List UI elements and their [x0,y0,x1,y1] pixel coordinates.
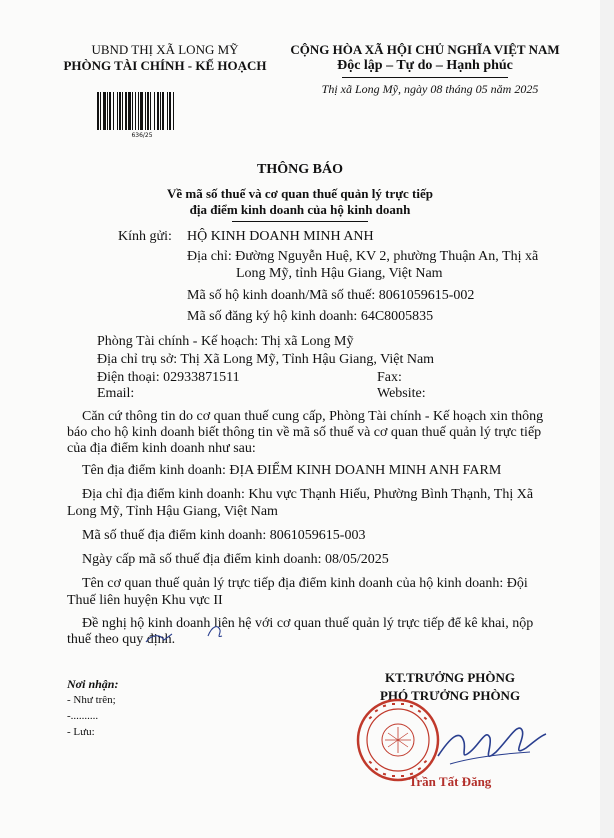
subtitle-underline [232,221,368,222]
pen-mark-icon [200,616,240,646]
signer-position-1: KT.TRƯỞNG PHÒNG [385,670,515,685]
handwritten-signature-icon [430,708,550,778]
agency-name: PHÒNG TÀI CHÍNH - KẾ HOẠCH [63,58,267,73]
document-number: 636/25 [131,132,153,139]
official-seal-icon [355,697,441,783]
recipient-address-line1: Địa chỉ: Đường Nguyễn Huệ, KV 2, phường Thuận An, Thị xã [187,249,539,264]
national-motto: Độc lập – Tự do – Hạnh phúc [337,58,513,73]
recipient-registration: Mã số đăng ký hộ kinh doanh: 64C8005835 [187,309,434,324]
issuer-address: Địa chỉ trụ sở: Thị Xã Long Mỹ, Tỉnh Hậu Giang, Việt Nam [97,352,435,367]
place-date: Thị xã Long Mỹ, ngày 08 tháng 05 năm 2025 [321,82,539,96]
recipient-name: HỘ KINH DOANH MINH ANH [187,229,374,244]
request-line1: Đề nghị hộ kinh doanh liên hệ với cơ quan thuế quản lý trực tiếp để kê khai, nộp [82,616,534,631]
recipient-label: Kính gửi: [118,229,172,244]
issuer-website: Website: [377,386,426,401]
location-address-line1: Địa chỉ địa điểm kinh doanh: Khu vực Thạnh Hiếu, Phường Bình Thạnh, Thị Xã [82,487,534,502]
document-subtitle-line2: địa điểm kinh doanh của hộ kinh doanh [189,202,411,217]
recipient-address-line2: Long Mỹ, tỉnh Hậu Giang, Việt Nam [236,266,443,281]
agency-parent: UBND THỊ XÃ LONG MỸ [91,42,239,57]
nation-name: CỘNG HÒA XÃ HỘI CHỦ NGHĨA VIỆT NAM [290,42,560,57]
signer-name: Trần Tất Đăng [408,774,492,789]
request-line2: thuế theo quy định. [67,632,176,647]
recipients-label: Nơi nhận: [67,677,119,691]
pen-tick-icon [142,628,182,652]
issuer-phone: Điện thoại: 02933871511 [97,370,240,385]
tax-office-line2: Thuế liên huyện Khu vực II [67,593,223,608]
motto-underline [342,77,508,78]
intro-line3: của địa điểm kinh doanh như sau: [67,441,256,456]
recipients-item-2: -.......... [67,710,99,722]
issue-date: Ngày cấp mã số thuế địa điểm kinh doanh: 08/05/2025 [82,552,389,567]
recipients-item-3: - Lưu: [67,726,95,738]
location-name: Tên địa điểm kinh doanh: ĐỊA ĐIỂM KINH DOANH MINH ANH FARM [82,463,502,478]
page-edge [600,0,614,838]
signer-position-2: PHÓ TRƯỞNG PHÒNG [379,688,521,703]
recipient-tax-code: Mã số hộ kinh doanh/Mã số thuế: 8061059615-002 [187,288,475,303]
recipients-item-1: - Như trên; [67,694,116,706]
location-address-line2: Long Mỹ, Tỉnh Hậu Giang, Việt Nam [67,504,278,519]
document-title: THÔNG BÁO [257,162,343,177]
intro-line1: Căn cứ thông tin do cơ quan thuế cung cấp, Phòng Tài chính - Kế hoạch xin thông [82,409,544,424]
barcode-image [97,92,187,130]
tax-office-line1: Tên cơ quan thuế quản lý trực tiếp địa điểm kinh doanh của hộ kinh doanh: Đội [82,576,528,591]
location-tax-code: Mã số thuế địa điểm kinh doanh: 8061059615-003 [82,528,366,543]
issuer-fax: Fax: [377,370,402,385]
intro-line2: báo cho hộ kinh doanh biết thông tin về mã số thuế và cơ quan thuế quản lý trực tiếp [67,425,542,440]
document-subtitle-line1: Về mã số thuế và cơ quan thuế quản lý trực tiếp [167,186,433,201]
issuer-office: Phòng Tài chính - Kế hoạch: Thị xã Long Mỹ [97,334,354,349]
issuer-email: Email: [97,386,135,401]
